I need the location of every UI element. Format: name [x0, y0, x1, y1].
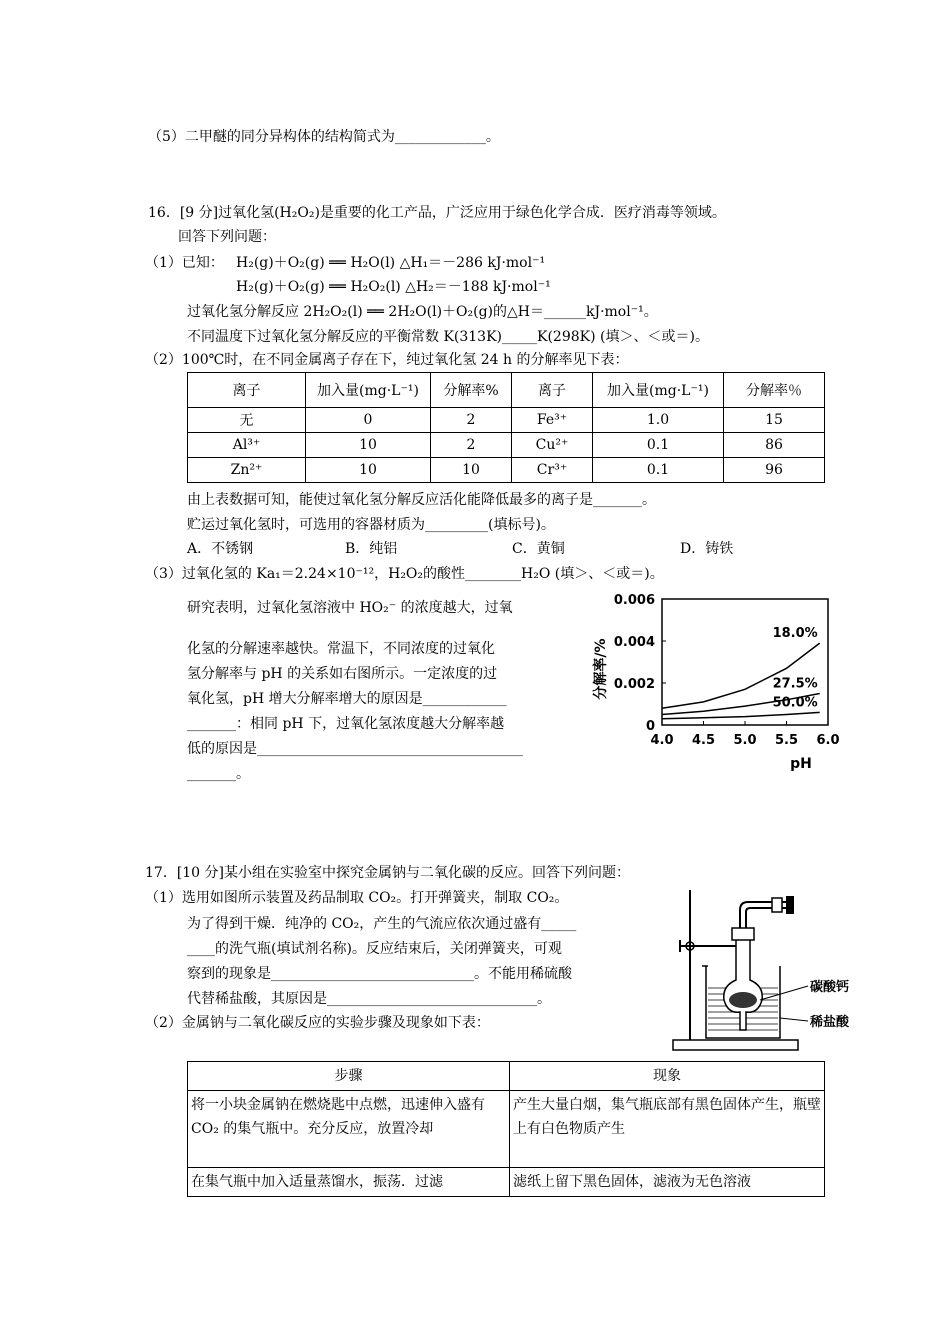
q17-p1-line: 代替稀盐酸，其原因是______________________________。 — [187, 991, 551, 1007]
co2-apparatus-diagram — [668, 888, 850, 1058]
q17-p1-line: 为了得到干燥．纯净的 CO₂，产生的气流应依次通过盛有_____ — [187, 916, 577, 932]
table-cell: 96 — [724, 458, 825, 483]
q16-p3-line: _______：相同 pH 下，过氧化氢浓度越大分解率越 — [187, 716, 505, 732]
table-header: 加入量(mg·L⁻¹) — [593, 373, 724, 408]
table-header: 分解率％ — [724, 373, 825, 408]
q16-p1-label: （1）已知： — [145, 255, 224, 271]
q16-p3-line: 氧化氢，pH 增大分解率增大的原因是____________ — [187, 691, 507, 707]
chart-x-tick-label: 4.0 — [650, 733, 674, 748]
table-row — [188, 1091, 825, 1168]
table-cell: 10 — [306, 458, 431, 483]
chart-x-tick-label: 5.5 — [774, 733, 799, 748]
q16-p2-intro: （2）100℃时，在不同金属离子存在下，纯过氧化氢 24 h 的分解率见下表： — [145, 352, 629, 368]
table-cell: 0.1 — [593, 458, 724, 483]
ion-decomposition-table — [187, 372, 825, 483]
table-row — [188, 458, 825, 483]
table-cell: Zn²⁺ — [188, 458, 306, 483]
q17-p2-intro: （2）金属钠与二氧化碳反应的实验步骤及现象如下表： — [145, 1015, 490, 1031]
table-header: 离子 — [512, 373, 593, 408]
q15-part5: （5）二甲醚的同分异构体的结构简式为_____________。 — [148, 129, 500, 145]
table-cell: 2 — [431, 408, 512, 433]
chart-y-tick-label: 0.002 — [613, 677, 655, 692]
chart-x-tick-label: 6.0 — [816, 733, 840, 748]
table-cell: 在集气瓶中加入适量蒸馏水，振荡．过滤 — [188, 1168, 510, 1197]
table-cell: 滤纸上留下黑色固体，滤液为无色溶液 — [510, 1168, 825, 1197]
option-c: C．黄铜 — [512, 541, 565, 557]
table-cell: 0.1 — [593, 433, 724, 458]
q16-p1-eq2: H₂(g)＋O₂(g) ══ H₂O₂(l) △H₂＝－188 kJ·mol⁻¹ — [236, 279, 551, 295]
table-cell: 产生大量白烟，集气瓶底部有黑色固体产生，瓶壁上有白色物质产生 — [510, 1091, 825, 1168]
chart-y-tick-label: 0.004 — [613, 635, 655, 650]
q16-p3-line: 低的原因是______________________________________ — [187, 741, 523, 757]
label-calcium-carbonate: 碳酸钙 — [810, 980, 850, 995]
table-row — [188, 408, 825, 433]
q16-p1-eq1: H₂(g)＋O₂(g) ══ H₂O(l) △H₁＝－286 kJ·mol⁻¹ — [236, 255, 546, 271]
q16-p3-line: 氢分解率与 pH 的关系如右图所示。一定浓度的过 — [187, 666, 498, 682]
q16-p3-line: 研究表明，过氧化氢溶液中 HO₂⁻ 的浓度越大，过氧 — [187, 600, 513, 616]
q16-p3-line: 化氢的分解速率越快。常温下，不同浓度的过氧化 — [187, 641, 495, 657]
q16-subtitle: 回答下列问题： — [178, 229, 276, 245]
chart-y-tick-label: 0 — [645, 719, 655, 734]
q16-p2-q2: 贮运过氧化氢时，可选用的容器材质为_________(填标号)。 — [187, 517, 555, 533]
table-cell: 15 — [724, 408, 825, 433]
q17-title: 17．[10 分]某小组在实验室中探究金属钠与二氧化碳的反应。回答下列问题： — [145, 865, 631, 881]
sodium-co2-table — [187, 1061, 825, 1197]
chart-series-label: 50.0% — [772, 695, 818, 711]
table-header: 离子 — [188, 373, 306, 408]
table-header: 分解率% — [431, 373, 512, 408]
table-row — [188, 1168, 825, 1197]
q17-p1-line: ____的洗气瓶(填试剂名称)。反应结束后，关闭弹簧夹，可观 — [187, 941, 562, 957]
table-cell: 2 — [431, 433, 512, 458]
table-row — [188, 433, 825, 458]
q16-p3-q1: （3）过氧化氢的 Ka₁＝2.24×10⁻¹²，H₂O₂的酸性________H₂O (填＞、＜或＝)。 — [145, 566, 664, 582]
option-b: B．纯铝 — [345, 541, 398, 557]
decomposition-rate-chart — [580, 585, 850, 780]
q16-p2-q1: 由上表数据可知，能使过氧化氢分解反应活化能降低最多的离子是_______。 — [187, 492, 656, 508]
table-cell: 86 — [724, 433, 825, 458]
table-header: 现象 — [510, 1062, 825, 1091]
q16-p1-q1: 过氧化氢分解反应 2H₂O₂(l) ══ 2H₂O(l)＋O₂(g)的△H＝______kJ·mol⁻¹。 — [187, 304, 658, 320]
chart-x-tick-label: 5.0 — [733, 733, 757, 748]
option-a: A．不锈钢 — [187, 541, 254, 557]
table-cell: 无 — [188, 408, 306, 433]
q17-p1-line: （1）选用如图所示装置及药品制取 CO₂。打开弹簧夹，制取 CO₂。 — [145, 890, 569, 906]
table-cell: 0 — [306, 408, 431, 433]
chart-series-label: 27.5% — [772, 676, 818, 692]
chart-x-tick-label: 4.5 — [691, 733, 716, 748]
table-cell: 10 — [306, 433, 431, 458]
q16-p1-q2: 不同温度下过氧化氢分解反应的平衡常数 K(313K)_____K(298K) (填＞、＜或＝)。 — [187, 329, 709, 345]
q17-p1-line: 察到的现象是_____________________________。不能用稀硫酸 — [187, 966, 572, 982]
table-cell: 1.0 — [593, 408, 724, 433]
table-header: 步骤 — [188, 1062, 510, 1091]
chart-xlabel: pH — [790, 756, 812, 772]
label-dilute-hcl: 稀盐酸 — [810, 1015, 850, 1030]
chart-y-tick-label: 0.006 — [613, 593, 655, 608]
chart-ylabel: 分解率/% — [593, 638, 609, 700]
table-cell: Al³⁺ — [188, 433, 306, 458]
table-cell: Cr³⁺ — [512, 458, 593, 483]
option-d: D．铸铁 — [680, 541, 734, 557]
chart-series-label: 18.0% — [772, 626, 818, 642]
q16-title: 16．[9 分]过氧化氢(H₂O₂)是重要的化工产品，广泛应用于绿色化学合成．医疗消毒等领域。 — [148, 205, 726, 221]
q16-p3-line: _______。 — [187, 766, 250, 782]
table-cell: Cu²⁺ — [512, 433, 593, 458]
table-cell: 10 — [431, 458, 512, 483]
table-cell: 将一小块金属钠在燃烧匙中点燃，迅速伸入盛有 CO₂ 的集气瓶中。充分反应，放置冷却 — [188, 1091, 510, 1168]
table-cell: Fe³⁺ — [512, 408, 593, 433]
table-header: 加入量(mg·L⁻¹) — [306, 373, 431, 408]
